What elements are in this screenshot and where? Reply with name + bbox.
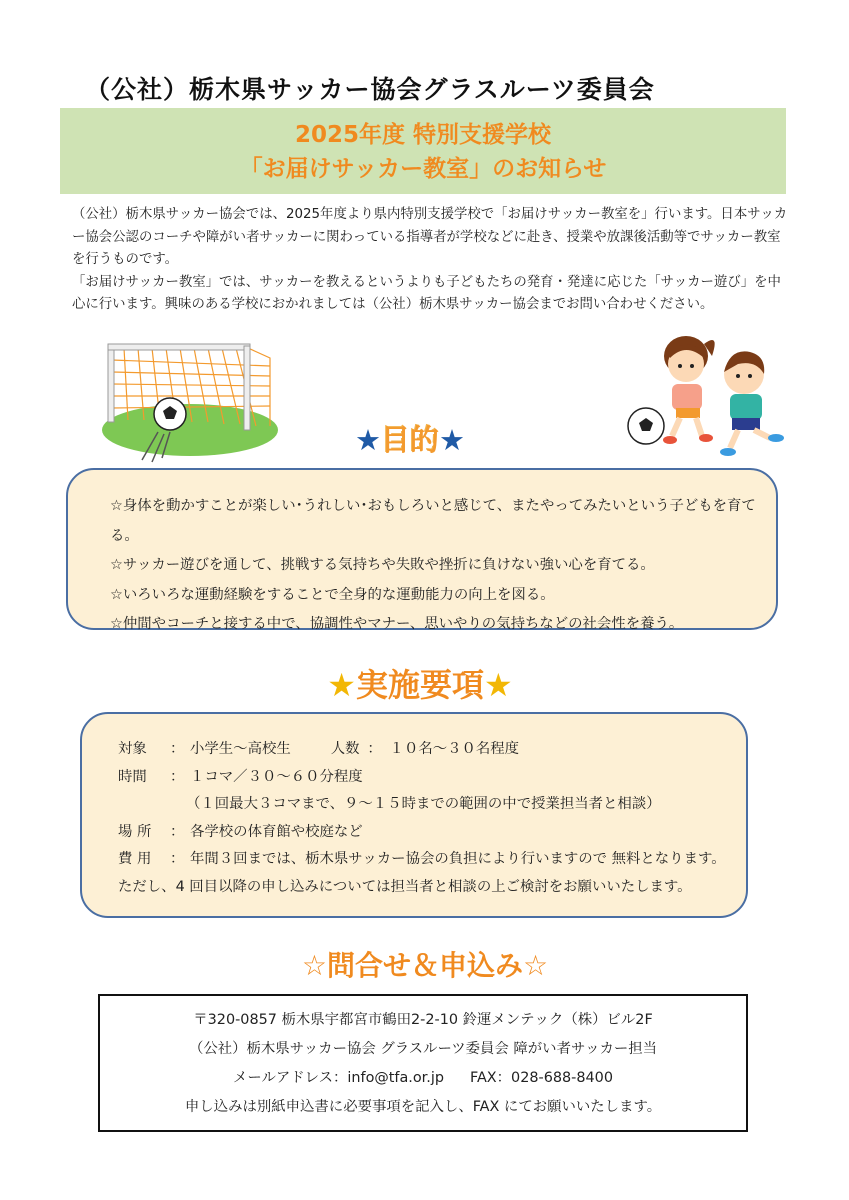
colon: ： [170,768,185,785]
time-note: （１回最大３コマまで、９～１５時までの範囲の中で授業担当者と相談） [186,796,661,812]
place-value: 各学校の体育館や校庭など [190,823,363,840]
contact-address: 〒320-0857 栃木県宇都宮市鶴田2-2-10 鈴運メンテック（株）ビル2F [193,1012,653,1028]
contact-email-fax [100,1064,746,1093]
cost-label: 費 用 [118,851,152,867]
time-label: 時間 [118,768,147,785]
purpose-heading [320,418,500,459]
intro-text [72,204,792,317]
place-label: 場 所 [118,823,152,840]
details-heading [290,660,550,706]
count-value: １０名～３０名程度 [389,741,520,757]
cost-row [118,846,746,874]
contact-heading: ☆問合せ＆申込み☆ [301,949,549,982]
purpose-box [66,468,778,630]
title-banner [60,108,786,194]
purpose-item: ☆身体を動かすことが楽しい･うれしい･おもしろいと感じて、またやってみたいという子どもを育てる。 [110,498,756,544]
star-icon: ★ [439,423,465,457]
fax-label: FAX： [469,1070,512,1086]
details-heading-text: 実施要項 [355,666,484,704]
colon: ： [367,741,382,757]
target-value: 小学生～高校生 [190,741,291,757]
colon: ： [170,823,185,840]
cost-note: ただし、4 回目以降の申し込みについては担当者と相談の上ご検討をお願いいたします。 [118,878,692,895]
count-label: 人数 [330,741,360,757]
time-row [118,764,746,792]
purpose-item: ☆サッカー遊びを通して、挑戦する気持ちや失敗や挫折に負けない強い心を育てる。 [110,557,655,573]
email-link[interactable]: info@tfa.or.jp [347,1070,444,1086]
purpose-item: ☆仲間やコーチと接する中で、協調性やマナー、思いやりの気持ちなどの社会性を養う。 [110,616,684,632]
intro-paragraph-1: （公社）栃木県サッカー協会では、2025年度より県内特別支援学校で「お届けサッカー教室を」行います。日本サッカー協会公認のコーチや障がい者サッカーに関わっている指導者が学校などに赴き、授業や放課後活動等でサッカー教室を行うものです。 [72,207,788,267]
target-row [118,736,746,764]
colon: ： [170,851,185,867]
place-row [118,819,746,847]
star-icon: ★ [484,666,513,704]
organization-name: （公社）栃木県サッカー協会グラスルーツ委員会 [85,75,655,104]
email-label: メールアドレス： [232,1070,348,1086]
target-label: 対象 [118,741,147,757]
contact-note: 申し込みは別紙申込書に必要事項を記入し、FAX にてお願いいたします。 [184,1099,662,1115]
title-line-2: 「お届けサッカー教室」のお知らせ [239,156,607,182]
fax-number: 028-688-8400 [511,1070,613,1086]
cost-value: 年間３回までは、栃木県サッカー協会の負担により行いますので 無料となります。 [190,851,726,867]
star-icon: ★ [354,423,381,457]
time-value: １コマ／３０～６０分程度 [190,768,363,785]
intro-paragraph-2: 「お届けサッカー教室」では、サッカーを教えるというよりも子どもたちの発育・発達に応じた「サッカー遊び」を中心に行います。興味のある学校におかれましては（公社）栃木県サッカー協会までお問い合わせください。 [72,274,781,312]
children-playing-illustration [620,328,795,463]
purpose-heading-text: 目的 [380,423,439,457]
contact-box [98,994,748,1132]
star-icon: ★ [327,666,356,704]
purpose-item: ☆いろいろな運動経験をすることで全身的な運動能力の向上を図る。 [110,586,555,603]
soccer-goal-illustration [98,340,288,470]
contact-department: （公社）栃木県サッカー協会 グラスルーツ委員会 障がい者サッカー担当 [188,1041,658,1057]
details-box [80,712,748,918]
title-line-1: 2025年度 特別支援学校 [294,122,552,148]
colon: ： [170,741,185,757]
